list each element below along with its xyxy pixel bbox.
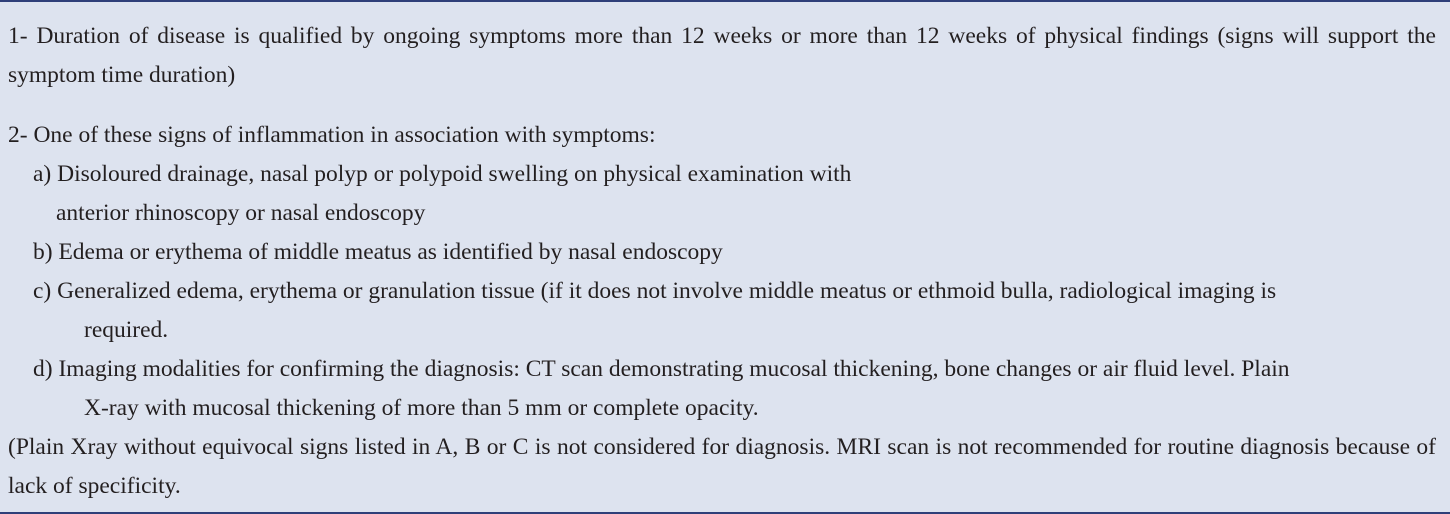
criterion-inflammation-signs — [8, 116, 1436, 506]
criterion-inflammation-heading: 2- One of these signs of inflammation in association with symptoms: — [8, 122, 656, 148]
sign-item-b — [8, 233, 1436, 272]
sign-item-d — [8, 350, 1436, 428]
sign-item-d-line2: X-ray with mucosal thickening of more than 5 mm or complete opacity. — [84, 395, 759, 421]
sign-item-c-line1: c) Generalized edema, erythema or granulation tissue (if it does not involve middle meatus or ethmoid bulla, radiological imaging is — [33, 278, 1277, 304]
sign-item-d-line1: d) Imaging modalities for confirming the diagnosis: CT scan demonstrating mucosal thickening, bone changes or air fluid level. Plain — [33, 356, 1290, 382]
sign-item-a-line2: anterior rhinoscopy or nasal endoscopy — [56, 200, 426, 226]
sign-item-a-line1: a) Disoloured drainage, nasal polyp or polypoid swelling on physical examination with — [33, 161, 852, 187]
criterion-duration — [8, 17, 1436, 95]
diagnosis-note: (Plain Xray without equivocal signs listed in A, B or C is not considered for diagnosis. MRI scan is not recommended for routine diagnosis because of lack of specificity. — [8, 434, 1436, 499]
sign-item-b-text: b) Edema or erythema of middle meatus as identified by nasal endoscopy — [33, 239, 723, 265]
sign-item-a — [8, 155, 1436, 233]
sign-item-c-line2: required. — [84, 317, 169, 343]
criterion-duration-text: 1- Duration of disease is qualified by ongoing symptoms more than 12 weeks or more than 12 weeks of physical findings (signs will support the symptom time duration) — [8, 23, 1436, 88]
sign-item-c — [8, 272, 1436, 350]
